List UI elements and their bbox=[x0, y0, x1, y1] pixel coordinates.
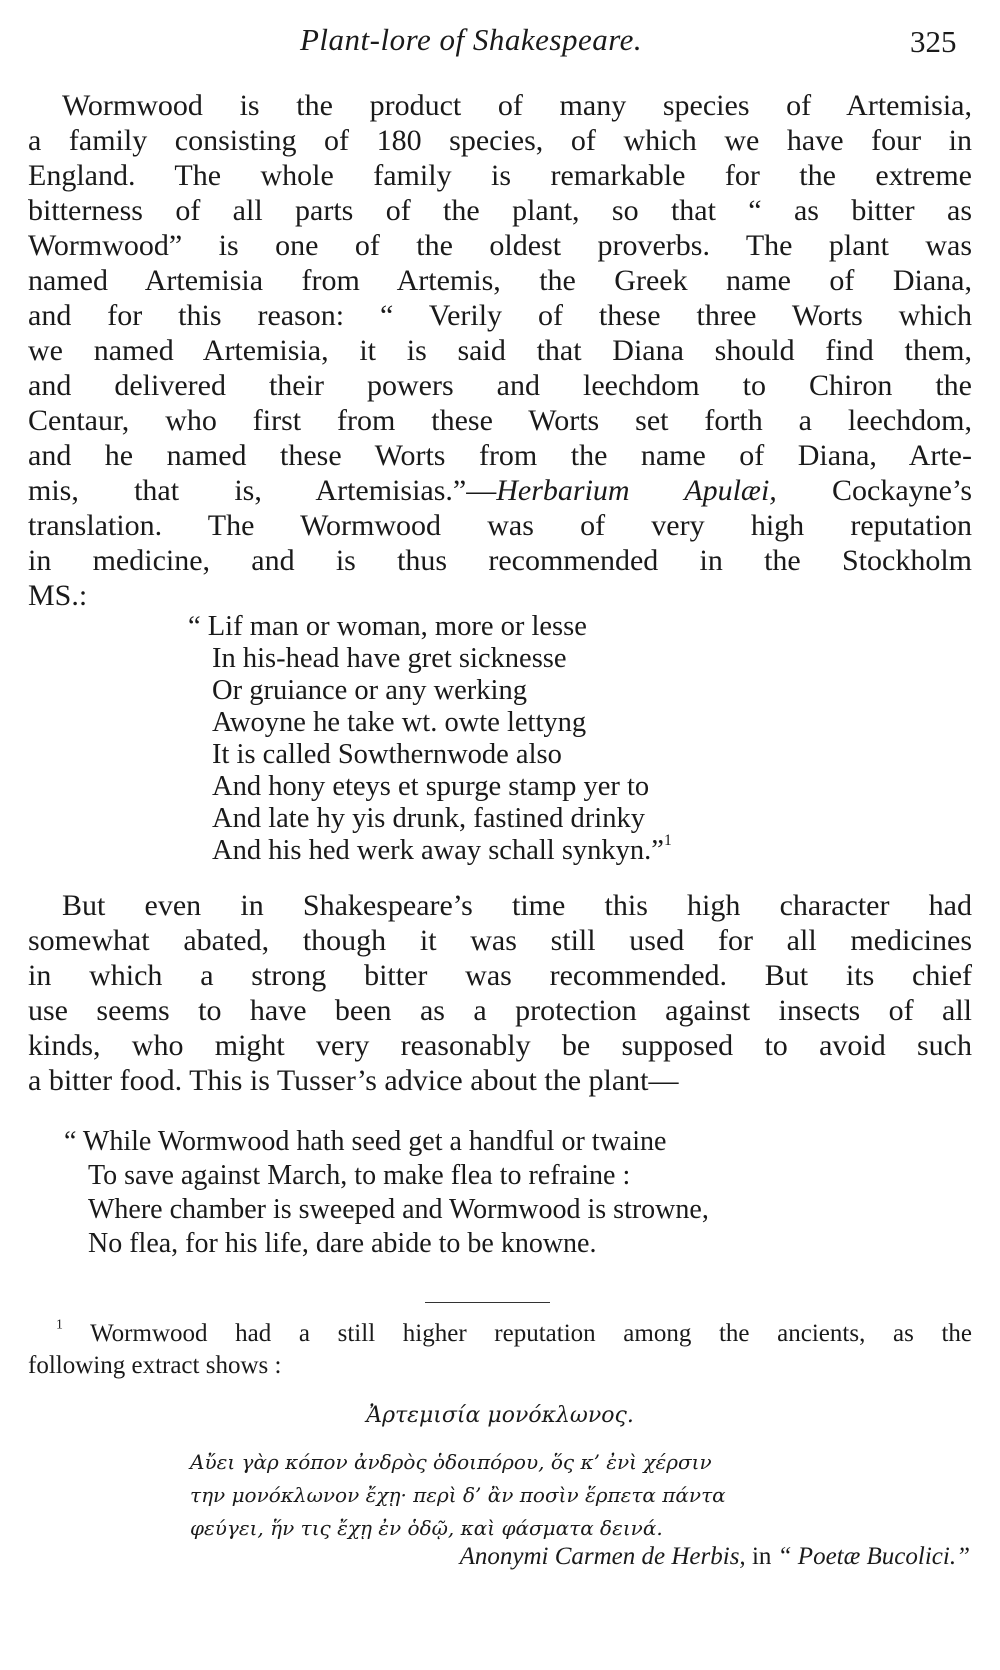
text-line: and for this reason: “ Verily of these three Worts which bbox=[28, 299, 972, 332]
verse-line: Awoyne he take wt. owte lettyng bbox=[212, 707, 587, 738]
paragraph-wormwood-intro bbox=[28, 88, 972, 613]
footnote-line: following extract shows : bbox=[28, 1352, 282, 1379]
citation-tail: Cockayne’s bbox=[776, 474, 972, 507]
greek-line: την μονόκλωνον ἔχῃ· περὶ δ’ ἂν ποσὶν ἕρπετα πάντα bbox=[190, 1483, 726, 1507]
text-line: But even in Shakespeare’s time this high character had bbox=[62, 889, 972, 922]
page-number: 325 bbox=[910, 24, 957, 59]
verse-line: And hony eteys et spurge stamp yer to bbox=[212, 771, 650, 802]
source-collection: “ Poetæ Bucolici.” bbox=[777, 1543, 970, 1570]
footnote-divider bbox=[425, 1302, 550, 1303]
verse-line-last bbox=[188, 831, 672, 867]
text-line: a family consisting of 180 species, of which we have four in bbox=[28, 124, 972, 157]
greek-poem bbox=[190, 1446, 726, 1545]
footnote-line bbox=[28, 1318, 972, 1350]
text-line: we named Artemisia, it is said that Diana should find them, bbox=[28, 334, 972, 367]
citation-lead: mis, that is, Artemisias.”— bbox=[28, 474, 497, 507]
text-line: translation. The Wormwood was of very high reputation bbox=[28, 509, 972, 542]
verse-line: No flea, for his life, dare abide to be knowne. bbox=[88, 1228, 597, 1259]
verse-tusser bbox=[64, 1125, 709, 1261]
verse-line: “ While Wormwood hath seed get a handful or twaine bbox=[64, 1126, 667, 1157]
verse-line: And late hy yis drunk, fastined drinky bbox=[212, 803, 645, 834]
citation-title: Herbarium Apulæi, bbox=[496, 474, 777, 507]
text-line: Centaur, who first from these Worts set forth a leechdom, bbox=[28, 404, 972, 437]
verse-line: It is called Sowthernwode also bbox=[212, 739, 562, 770]
paragraph-shakespeare-time bbox=[28, 888, 972, 1098]
text-line: in medicine, and is thus recommended in the Stockholm bbox=[28, 544, 972, 577]
verse-line-text: And his hed werk away schall synkyn.” bbox=[212, 835, 664, 866]
running-title: Plant-lore of Shakespeare. bbox=[300, 22, 643, 57]
text-line: use seems to have been as a protection against insects of all bbox=[28, 994, 972, 1027]
verse-line: “ Lif man or woman, more or lesse bbox=[188, 611, 587, 642]
text-line: in which a strong bitter was recommended. But its chief bbox=[28, 959, 972, 992]
verse-line: Or gruiance or any werking bbox=[212, 675, 527, 706]
greek-source-citation bbox=[460, 1543, 970, 1571]
page-header bbox=[0, 22, 1000, 66]
source-in: in bbox=[751, 1543, 772, 1570]
footnote-marker: 1 bbox=[56, 1316, 63, 1332]
greek-poem-title: Ἀρτεμισία μονόκλωνος. bbox=[366, 1403, 634, 1428]
text-line-citation bbox=[28, 473, 972, 508]
greek-line: φεύγει, ἥν τις ἔχῃ ἐν ὁδῷ, καὶ φάσματα δεινά. bbox=[190, 1516, 663, 1540]
verse-line: In his-head have gret sicknesse bbox=[212, 643, 567, 674]
source-author: Anonymi Carmen de Herbis, bbox=[459, 1543, 746, 1570]
text-line: and delivered their powers and leechdom to Chiron the bbox=[28, 369, 972, 402]
footnote-text: Wormwood had a still higher reputation among the ancients, as the bbox=[90, 1320, 972, 1347]
verse-line: Where chamber is sweeped and Wormwood is strowne, bbox=[88, 1194, 709, 1225]
footnote-reference: 1 bbox=[663, 831, 672, 849]
text-line: England. The whole family is remarkable for the extreme bbox=[28, 159, 972, 192]
text-line: Wormwood” is one of the oldest proverbs. The plant was bbox=[28, 229, 972, 262]
verse-line: To save against March, to make flea to refraine : bbox=[88, 1160, 631, 1191]
text-line: Wormwood is the product of many species of Artemisia, bbox=[62, 89, 972, 122]
text-line: MS.: bbox=[28, 579, 88, 612]
greek-line: Αὔει γὰρ κόπον ἀνδρὸς ὁδοιπόρου, ὅς κ’ ἐνὶ χέρσιν bbox=[190, 1450, 712, 1474]
footnote bbox=[28, 1318, 972, 1382]
text-line: and he named these Worts from the name of Diana, Arte- bbox=[28, 439, 972, 472]
verse-stockholm-ms bbox=[188, 611, 672, 867]
text-line: kinds, who might very reasonably be supposed to avoid such bbox=[28, 1029, 972, 1062]
text-line: somewhat abated, though it was still used for all medicines bbox=[28, 924, 972, 957]
text-line: named Artemisia from Artemis, the Greek name of Diana, bbox=[28, 264, 972, 297]
text-line: bitterness of all parts of the plant, so that “ as bitter as bbox=[28, 194, 972, 227]
text-line: a bitter food. This is Tusser’s advice about the plant— bbox=[28, 1064, 679, 1097]
